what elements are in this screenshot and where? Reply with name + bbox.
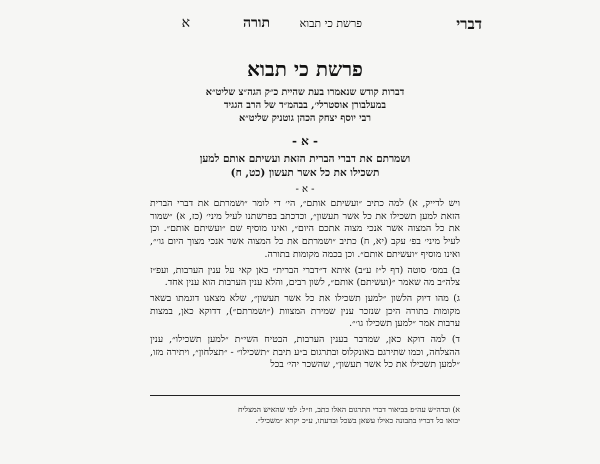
running-head-book: דברי (456, 15, 482, 33)
intro-block (150, 86, 460, 125)
page-letter: א (181, 15, 190, 31)
intro-line: דברות קודש שנאמרו בעת שהיית כ״ק הגה״צ שליט״א (205, 87, 405, 98)
page-title: פרשת כי תבוא (247, 57, 363, 81)
intro-line: רבי יוסף יצחק הכהן גוטניק שליט״א (238, 113, 372, 124)
verse-line: תשכילו את כל אשר תעשון (כט, ח) (230, 167, 380, 179)
section-marker: - א - (291, 134, 319, 148)
paragraph: ד) למה דוקא כאן, שמדבר בענין הערבות, הבטיח השי״ת ״למען תשכילו״, ענין ההצלחה, וכמו שתירגם באונקלוס ובתרגום ב״ע תיבת ״תשכילו״ - ״תצלחון״, ויתירה מזו, ״למען תשכילו את כל אשר תעשון״, שהשכר יהי׳ בכל (150, 334, 460, 371)
paragraph: ויש לדייק, א) למה כתיב ״ועשיתם אותם״, הי׳ די לומר ״ושמרתם את דברי הברית הזאת למען תשכילו את כל אשר תעשון״, וכדכתב בפרשתנו לעיל מיני׳ (כז, א) ״שמור את כל המצוה אשר אנכי מצוה אתכם היום״, ואינו מוסיף שם ״ועשיתם אותם״. וכן לעיל מיני׳ בפ׳ עקב (יא, ח) כתיב ״ושמרתם את כל המצוה אשר אנכי מצוך היום גו׳״, ואינו מוסיף ״ועשיתם אותם״. וכן בכמה מקומות בתורה. (150, 198, 460, 260)
body-text (150, 198, 460, 372)
running-head-torah: תורה (242, 15, 270, 31)
running-head-parsha: פרשת כי תבוא (299, 17, 362, 30)
footnote-divider (150, 395, 460, 396)
paragraph: ג) מהו דיוק הלשון ״למען תשכילו את כל אשר תעשון״, שלא מצאנו דוגמתו בשאר מקומות בתורה היכן שנזכר ענין שמירת המצוות (״ושמרתם״), דדוקא כאן, במצות ערבות אמר ״למען תשכילו גו׳״. (150, 292, 460, 330)
footnote (120, 404, 460, 426)
verse-line: ושמרתם את דברי הברית הזאת ועשיתם אותם למען (199, 153, 411, 165)
footnote-line: יבואו כל דבריו בתבונה כאילו עשאן בשכל ובדעתו, ע״כ יקרא ״משכיל״. (255, 416, 460, 425)
paragraph: ב) במס׳ סוטה (דף ל״ז ע״ב) איתא ד״דברי הברית״ כאן קאי על ענין הערבות, ועפ״ז צלה״ב מה שאמר ״(ועשיתם) אותם״, לשון רבים, והלא ענין הערבות הוא ענין אחד. (150, 264, 460, 289)
sub-marker: - א - (295, 184, 315, 195)
footnote-line: א) ובדה״ש עה״פ בביאור דברי התרגום האלו כתב, וז״ל: לפי שהאיש המצליח (238, 405, 460, 414)
intro-line: במעלבורן אוסטרלי׳, בבהמ״ד של הרב הגגיד (223, 100, 387, 111)
main-content (150, 58, 460, 375)
verse-block (150, 152, 460, 180)
running-head (0, 15, 600, 35)
